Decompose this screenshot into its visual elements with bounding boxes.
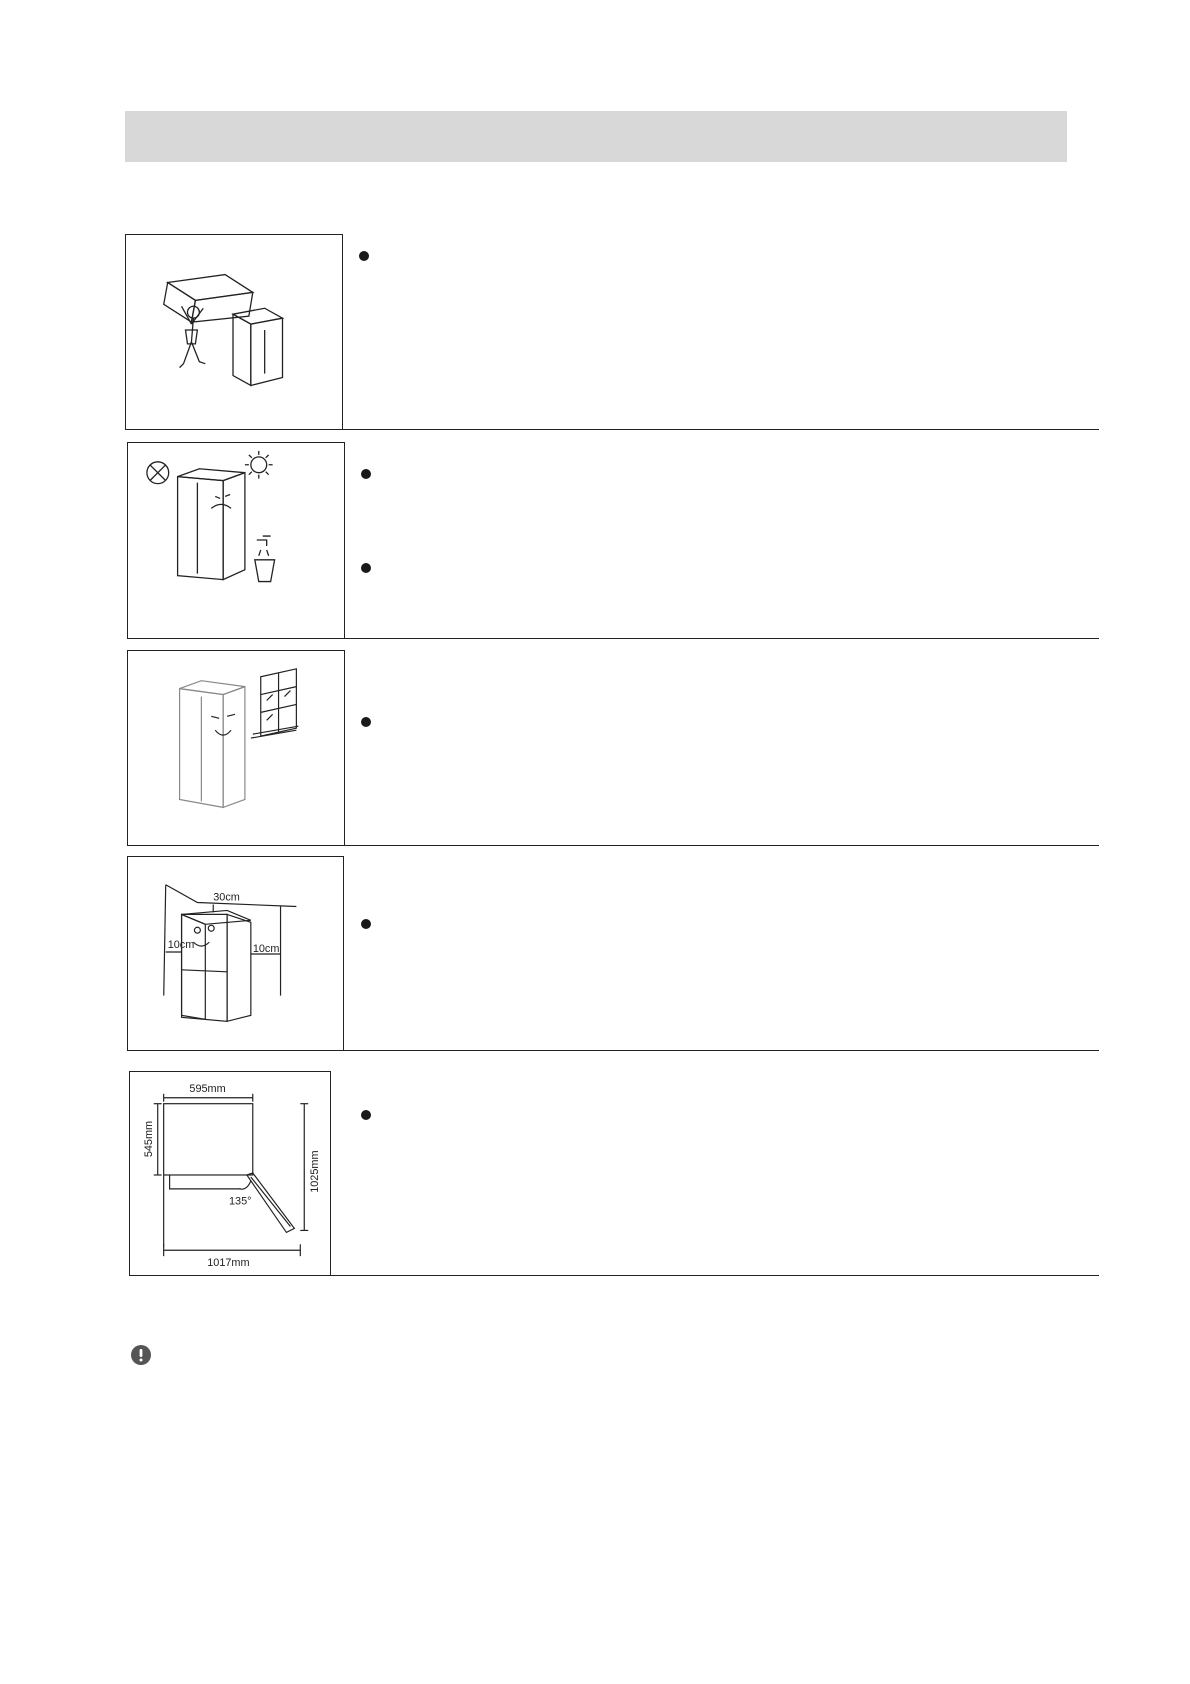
section-header-band	[125, 111, 1067, 162]
section-divider-2	[345, 638, 1099, 639]
bullet-1	[359, 251, 369, 261]
person-lifting-box-icon	[126, 235, 342, 429]
bullet-2a	[361, 469, 371, 479]
right-clearance-label: 10cm	[252, 943, 280, 956]
illustration-dimensions	[129, 1071, 331, 1276]
bullet-3	[361, 717, 371, 727]
exclamation-circle-icon	[131, 1345, 151, 1365]
bullet-5	[361, 1110, 371, 1120]
top-clearance-label: 30cm	[213, 891, 240, 904]
window-icon	[251, 669, 299, 738]
illustration-clearance	[127, 856, 344, 1051]
bullet-4	[361, 919, 371, 929]
section-divider-4	[344, 1050, 1099, 1051]
sun-icon	[245, 451, 273, 479]
total-width-open-label: 1017mm	[207, 1257, 250, 1270]
depth-label: 545mm	[142, 1120, 155, 1158]
door-angle-label: 135°	[229, 1195, 252, 1208]
prohibited-circle-icon	[147, 462, 169, 484]
illustration-ventilation	[127, 650, 345, 846]
width-label: 595mm	[189, 1082, 226, 1095]
section-divider-1	[343, 429, 1099, 430]
section-divider-5	[331, 1275, 1099, 1276]
section-divider-3	[345, 845, 1099, 846]
illustration-unpacking	[125, 234, 343, 430]
bullet-2b	[361, 563, 371, 573]
illustration-avoid-heat-moisture	[127, 442, 345, 639]
door-open-depth-label: 1025mm	[309, 1150, 322, 1193]
left-clearance-label: 10cm	[167, 939, 195, 952]
